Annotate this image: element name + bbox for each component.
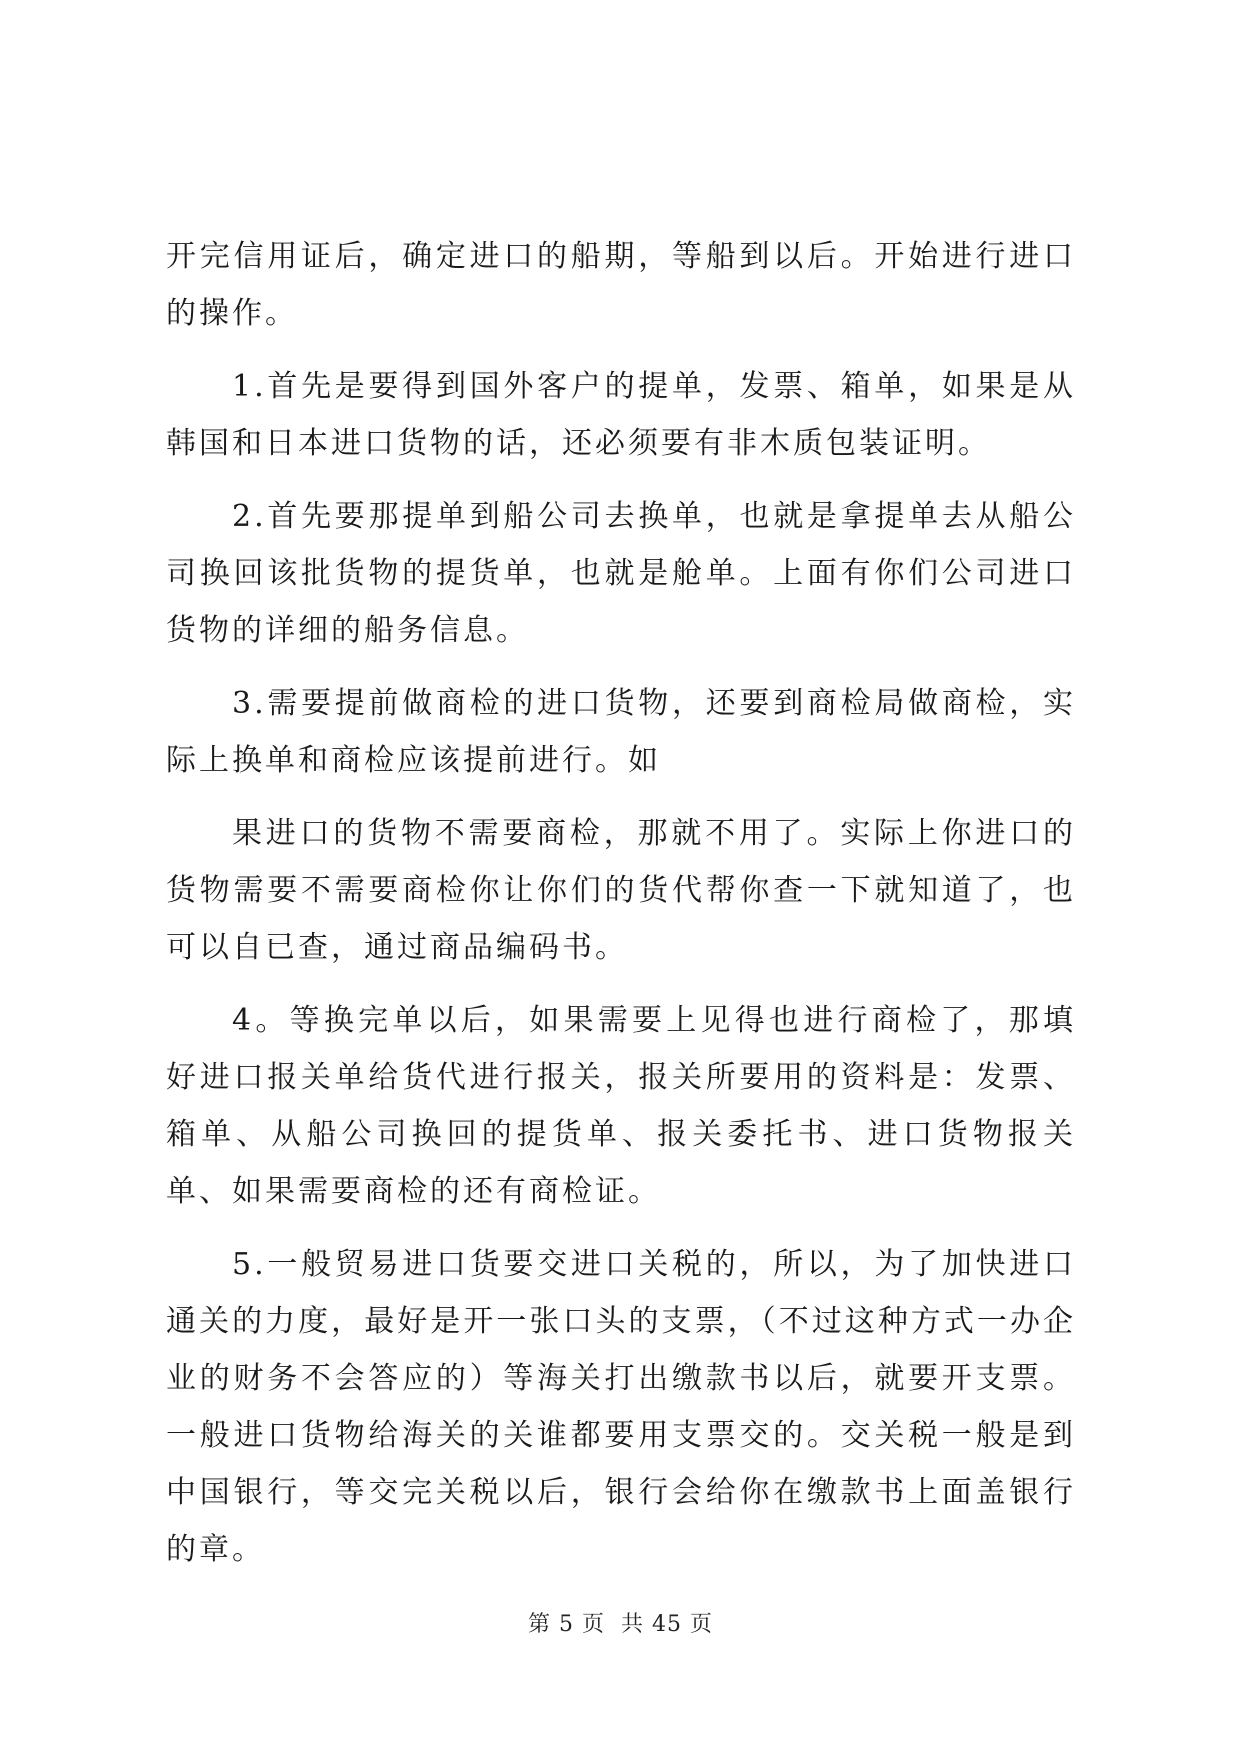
paragraph-step-5: 5.一般贸易进口货要交进口关税的，所以，为了加快进口通关的力度，最好是开一张口头的支票，（不过这种方式一办企业的财务不会答应的）等海关打出缴款书以后，就要开支票。一般进口货物给海关的关谁都要用支票交的。交关税一般是到中国银行，等交完关税以后，银行会给你在缴款书上面盖银行的章。 (166, 1247, 1076, 1567)
paragraph-intro: 开完信用证后，确定进口的船期，等船到以后。开始进行进口的操作。 (166, 239, 1076, 331)
paragraph-step-3-continued: 果进口的货物不需要商检，那就不用了。实际上你进口的货物需要不需要商检你让你们的货代帮你查一下就知道了，也可以自已查，通过商品编码书。 (166, 816, 1076, 965)
paragraph-step-4: 4。等换完单以后，如果需要上见得也进行商检了，那填好进口报关单给货代进行报关，报关所要用的资料是：发票、箱单、从船公司换回的提货单、报关委托书、进口货物报关单、如果需要商检的还有商检证。 (166, 1003, 1076, 1209)
page-footer (0, 1607, 1241, 1638)
page-number-label: 第 5 页 共 45 页 (528, 1612, 713, 1637)
paragraph-step-2: 2.首先要那提单到船公司去换单，也就是拿提单去从船公司换回该批货物的提货单，也就是舱单。上面有你们公司进口货物的详细的船务信息。 (166, 499, 1076, 648)
paragraph-step-1: 1.首先是要得到国外客户的提单，发票、箱单，如果是从韩国和日本进口货物的话，还必须要有非木质包装证明。 (166, 369, 1076, 461)
document-body (166, 228, 1076, 1594)
paragraph-step-3: 3.需要提前做商检的进口货物，还要到商检局做商检，实际上换单和商检应该提前进行。如 (166, 686, 1076, 778)
